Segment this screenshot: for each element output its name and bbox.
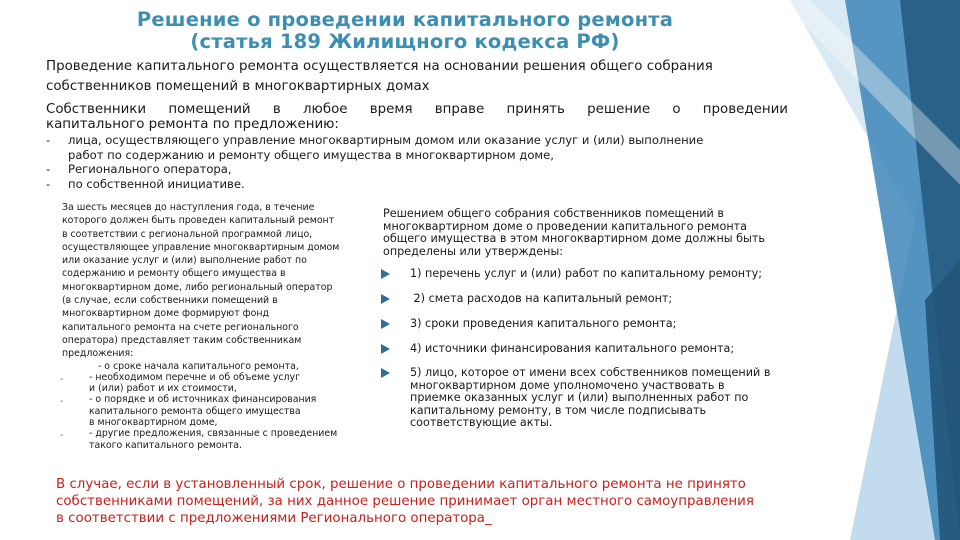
text-line: предложения: — [62, 348, 134, 360]
text-line: капитальному ремонту, в том числе подписывать — [410, 403, 707, 417]
decision-item-text — [410, 293, 808, 306]
text-line: и (или) работ и их стоимости, — [89, 383, 237, 395]
text-line: содержанию и ремонту общего имущества в — [62, 268, 286, 280]
text-line: - другие предложения, связанные с проведением — [89, 428, 338, 440]
owners-line-2: капитального ремонта по предложению: — [46, 117, 339, 132]
text-line: оператора) представляет таким собственникам — [62, 334, 302, 346]
list-item — [46, 162, 796, 177]
text-line: такого капитального ремонта. — [89, 439, 242, 451]
text-line: многоквартирном доме формируют фонд — [62, 308, 270, 320]
decision-item-text — [410, 268, 808, 281]
text-line: определены или утверждены: — [383, 244, 564, 258]
slide-title — [95, 9, 715, 53]
title-line-2: (статья 189 Жилищного кодекса РФ) — [190, 30, 620, 53]
owners-paragraph — [46, 102, 788, 132]
proposers-list — [46, 133, 796, 191]
dash-marker: - — [60, 430, 64, 442]
arrow-bullet-icon — [381, 319, 390, 329]
text-line: 3) сроки проведения капитального ремонта; — [410, 317, 677, 330]
dash-marker: - — [60, 373, 64, 385]
text-line: соответствующие акты. — [410, 416, 553, 430]
decision-item-text — [410, 343, 808, 356]
proposal-subitems — [62, 361, 374, 451]
text-line: 4) источники финансирования капитального ремонта; — [410, 342, 735, 355]
arrow-bullet-icon — [381, 294, 390, 304]
dash-marker: - — [60, 396, 64, 408]
text-line: капитального ремонта на счете регионального — [62, 321, 299, 333]
text-line: многоквартирном доме уполномочено участвовать в — [410, 378, 725, 392]
text-line: в многоквартирном доме, — [89, 417, 218, 429]
dash-marker: - — [46, 133, 51, 147]
text-line: в соответствии с региональной программой лицо, — [62, 228, 313, 240]
text-line: осуществляющее управление многоквартирным домом — [62, 241, 340, 253]
text-line: Решением общего собрания собственников помещений в — [383, 207, 724, 220]
decision-item-text — [410, 318, 808, 331]
text-line: За шесть месяцев до наступления года, в течение — [62, 202, 315, 213]
text-line: многоквартирном доме, либо региональный оператор — [62, 281, 333, 293]
text-line: общего имущества в этом многоквартирном доме должны быть — [383, 232, 766, 246]
text-line: собственниками помещений, за них данное решение принимает орган местного самоуправления — [56, 493, 754, 509]
list-item — [62, 361, 374, 372]
text-line: 2) смета расходов на капитальный ремонт; — [410, 292, 673, 305]
proposer-text: Регионального оператора, — [68, 162, 232, 176]
proposer-text: лица, осуществляющего управление многоквартирным домом или оказание услуг и (или) выполнение — [68, 133, 704, 147]
text-line: (в случае, если собственники помещений в — [62, 295, 278, 307]
dash-marker: - — [46, 162, 51, 176]
list-item — [62, 394, 374, 428]
intro-line-2: собственников помещений в многоквартирных домах — [46, 79, 430, 94]
text-line: которого должен быть проведен капитальный ремонт — [62, 215, 335, 227]
dash-marker: - — [46, 176, 51, 191]
title-line-1: Решение о проведении капитального ремонта — [136, 8, 674, 31]
list-item — [46, 177, 796, 192]
list-item — [62, 428, 374, 451]
text-line: - о сроке начала капитального ремонта, — [89, 360, 299, 372]
list-item — [46, 133, 796, 162]
proposer-text: по собственной инициативе. — [68, 176, 245, 191]
intro-line-1: Проведение капитального ремонта осуществляется на основании решения общего собрания — [46, 59, 713, 74]
decision-intro — [383, 208, 803, 258]
proposer-text-cont: работ по содержанию и ремонту общего имущества в многоквартирном доме, — [68, 147, 554, 162]
owners-line-1: Собственники помещений в любое время вправе принять решение о проведении — [46, 102, 788, 117]
text-line: или оказание услуг и (или) выполнение работ по — [62, 255, 307, 267]
proposal-timing-block — [62, 201, 374, 451]
text-line: 1) перечень услуг и (или) работ по капитальному ремонту; — [410, 267, 763, 280]
fallback-decision-note — [56, 477, 816, 527]
arrow-bullet-icon — [381, 344, 390, 354]
arrow-bullet-icon — [381, 269, 390, 279]
text-line: в соответствии с предложениями Регионального оператора_ — [56, 510, 492, 526]
text-line: 5) лицо, которое от имени всех собственников помещений в — [410, 366, 771, 379]
list-item — [62, 372, 374, 395]
decision-item-text — [410, 367, 808, 430]
arrow-bullet-icon — [381, 368, 390, 378]
text-line: - о порядке и об источниках финансирования — [89, 394, 317, 406]
text-line: В случае, если в установленный срок, решение о проведении капитального ремонта не принято — [56, 477, 746, 492]
intro-paragraph — [46, 57, 806, 97]
text-line: приемке оказанных услуг и (или) выполненных работ по — [410, 391, 749, 405]
text-line: многоквартирном доме о проведении капитального ремонта — [383, 219, 748, 233]
text-line: - необходимом перечне и об объеме услуг — [89, 371, 300, 383]
text-line: капитального ремонта общего имущества — [89, 405, 301, 417]
